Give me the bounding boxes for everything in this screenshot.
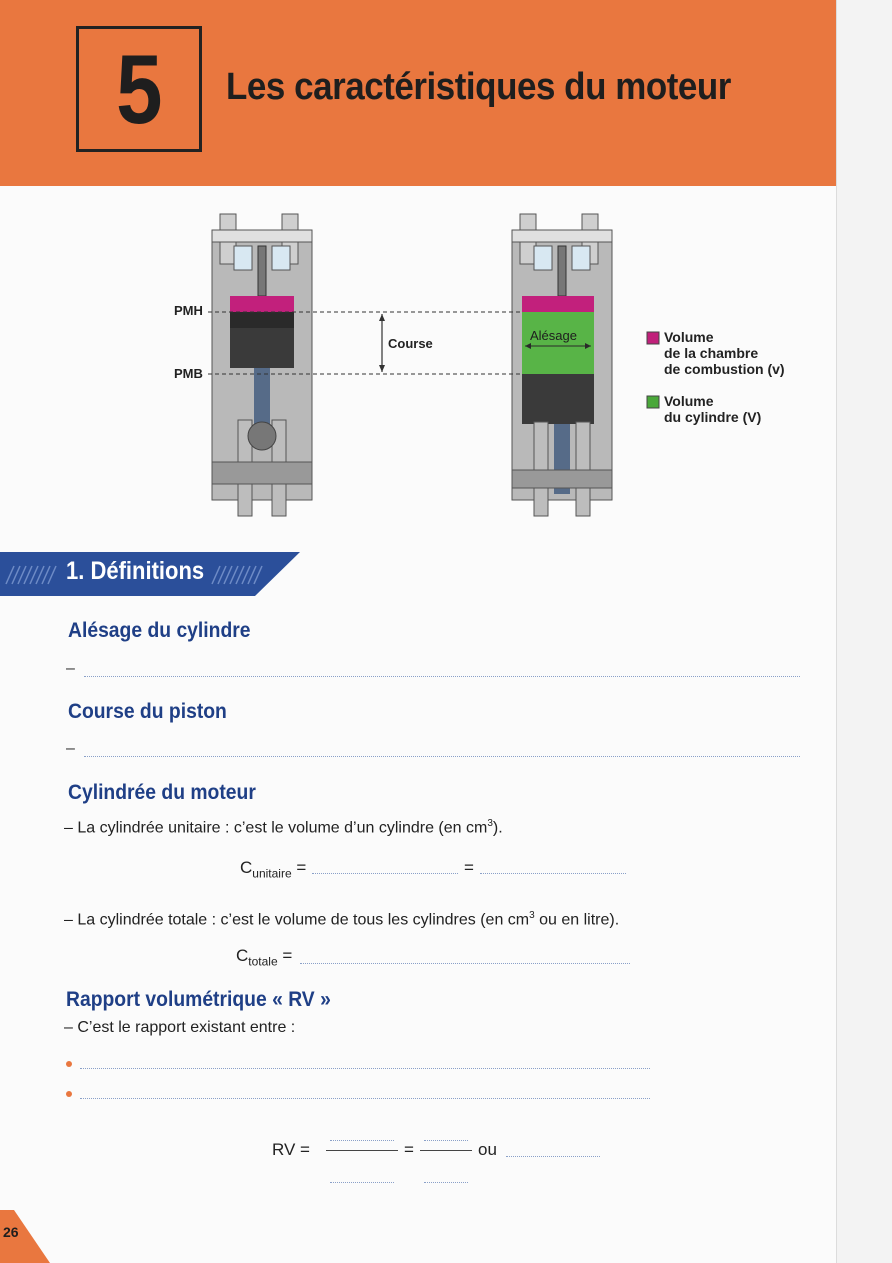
answer-line-rv-2[interactable]	[80, 1098, 650, 1099]
answer-line-rv-result[interactable]	[506, 1156, 600, 1157]
engine-right	[512, 214, 612, 516]
text-cylindree-unitaire: – La cylindrée unitaire : c’est le volume d’un cylindre (en $cm^3$).	[64, 818, 503, 837]
page-edge	[836, 0, 892, 1263]
answer-line-c-totale[interactable]	[300, 963, 630, 964]
dash-course: –	[66, 740, 75, 757]
answer-line-course[interactable]	[84, 756, 800, 757]
fraction-bar-2	[420, 1150, 472, 1151]
chapter-title: Les caractéristiques du moteur	[226, 66, 731, 108]
legend-swatch-combustion	[647, 332, 659, 344]
section-title: 1. Définitions	[66, 557, 205, 585]
engine-diagram	[150, 200, 810, 530]
legend-cylinder-line2: du cylindre (V)	[664, 409, 762, 425]
rv-label: RV =	[272, 1140, 310, 1159]
subhead-cylindree: Cylindrée du moteur	[68, 781, 256, 804]
legend-swatch-cylinder	[647, 396, 659, 408]
rv-numerator-1[interactable]	[330, 1140, 394, 1141]
legend-combustion-line2: de la chambre	[664, 345, 759, 361]
subhead-course: Course du piston	[68, 700, 227, 723]
fraction-bar-1	[326, 1150, 398, 1151]
chapter-number: 5	[115, 33, 163, 144]
rv-ou: ou	[478, 1140, 497, 1159]
answer-line-c-unitaire-2[interactable]	[480, 873, 626, 874]
rv-denominator-2[interactable]	[424, 1182, 468, 1183]
answer-line-alesage[interactable]	[84, 676, 800, 677]
equals-sign-c-unitaire: =	[464, 858, 474, 877]
label-course: Course	[388, 336, 433, 351]
subhead-rv: Rapport volumétrique « RV »	[66, 988, 331, 1011]
rv-numerator-2[interactable]	[424, 1140, 468, 1141]
label-pmh: PMH	[174, 303, 203, 318]
legend-cylinder-line1: Volume	[664, 393, 714, 409]
rv-equals: =	[404, 1140, 414, 1159]
rv-denominator-1[interactable]	[330, 1182, 394, 1183]
formula-c-totale: $C_{totale}$ =	[236, 946, 293, 969]
label-alesage: Alésage	[530, 328, 577, 343]
engine-left	[212, 214, 312, 516]
chapter-header	[0, 0, 836, 186]
legend-combustion-line3: de combustion (v)	[664, 361, 785, 377]
bullet-2	[66, 1091, 72, 1097]
formula-c-unitaire: $C_{unitaire}$ =	[240, 858, 307, 881]
dash-alesage: –	[66, 660, 75, 677]
chapter-number-box	[76, 26, 202, 152]
answer-line-c-unitaire-1[interactable]	[312, 873, 458, 874]
bullet-1	[66, 1061, 72, 1067]
label-pmb: PMB	[174, 366, 203, 381]
page-number: 26	[3, 1224, 19, 1240]
text-rv-intro: – C’est le rapport existant entre :	[64, 1019, 296, 1036]
answer-line-rv-1[interactable]	[80, 1068, 650, 1069]
text-cylindree-totale: – La cylindrée totale : c’est le volume de tous les cylindres (en $cm^3$ ou en litre).	[64, 910, 620, 929]
legend-combustion-line1: Volume	[664, 329, 714, 345]
subhead-alesage: Alésage du cylindre	[68, 619, 251, 642]
